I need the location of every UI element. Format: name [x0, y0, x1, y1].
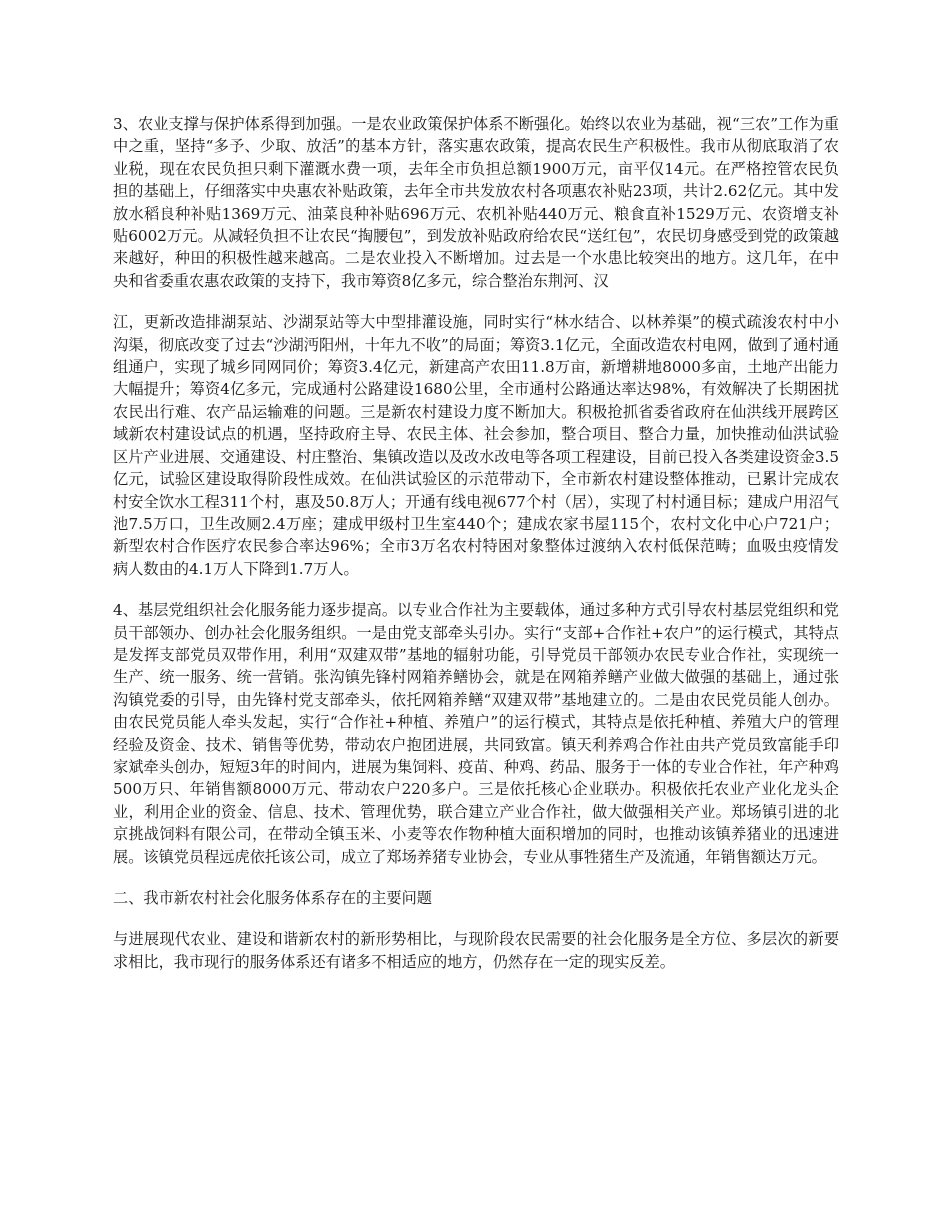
section-heading: 二、我市新农村社会化服务体系存在的主要问题 [113, 889, 432, 907]
paragraph-infrastructure-investment: 江，更新改造排湖泵站、沙湖泵站等大中型排灌设施，同时实行“林水结合、以林养渠”的模式疏浚农村中小沟渠，彻底改变了过去“沙湖沔阳州，十年九不收”的局面；筹资3.1亿元，全面改造农村电网，做到了通村通组通户，实现了城乡同网同价；筹资3.4亿元，新建高产农田11.8万亩，新增耕地8000多亩，土地产出能力大幅提升；筹资4亿多元，完成通村公路建设1680公里，全市通村公路通达率达98%，有效解决了长期困扰农民出行难、农产品运输难的问题。三是新农村建设力度不断加大。积极抢抓省委省政府在仙洪线开展跨区域新农村建设试点的机遇，坚持政府主导、农民主体、社会参加，整合项目、整合力量，加快推动仙洪试验区片产业进展、交通建设、村庄整治、集镇改造以及改水改电等各项工程建设，目前已投入各类建设资金3.5亿元，试验区建设取得阶段性成效。在仙洪试验区的示范带动下，全市新农村建设整体推动，已累计完成农村安全饮水工程311个村，惠及50.8万人；开通有线电视677个村（居），实现了村村通目标；建成户用沼气池7.5万口，卫生改厕2.4万座；建成甲级村卫生室440个；建成农家书屋115个，农村文化中心户721户；新型农村合作医疗农民参合率达96%；全市3万名农村特困对象整体过渡纳入农村低保范畴；血吸虫疫情发病人数由的4.1万人下降到1.7万人。 [113, 313, 839, 578]
document-page [113, 113, 839, 992]
paragraph-closing: 与进展现代农业、建设和谐新农村的新形势相比，与现阶段农民需要的社会化服务是全方位、多层次的新要求相比，我市现行的服务体系还有诸多不相适应的地方，仍然存在一定的现实反差。 [113, 930, 839, 971]
paragraph-agriculture-support: 3、农业支撑与保护体系得到加强。一是农业政策保护体系不断强化。始终以农业为基础，视“三农”工作为重中之重，坚持“多予、少取、放活”的基本方针，落实惠农政策，提高农民生产积极性。我市从彻底取消了农业税，现在农民负担只剩下灌溉水费一项，去年全市负担总额1900万元，亩平仅14元。在严格控管农民负担的基础上，仔细落实中央惠农补贴政策，去年全市共发放农村各项惠农补贴23项，共计2.62亿元。其中发放水稻良种补贴1369万元、油菜良种补贴696万元、农机补贴440万元、粮食直补1529万元、农资增支补贴6002万元。从减轻负担不让农民“掏腰包”，到发放补贴政府给农民“送红包”，农民切身感受到党的政策越来越好，种田的积极性越来越高。二是农业投入不断增加。过去是一个水患比较突出的地方。这几年，在中央和省委重农惠农政策的支持下，我市筹资8亿多元，综合整治东荆河、汉 [113, 115, 839, 290]
paragraph-party-organization-services: 4、基层党组织社会化服务能力逐步提高。以专业合作社为主要载体，通过多种方式引导农村基层党组织和党员干部领办、创办社会化服务组织。一是由党支部牵头引办。实行“支部+合作社+农户”的运行模式，其特点是发挥支部党员双带作用，利用“双建双带”基地的辐射功能，引导党员干部领办农民专业合作社，实现统一生产、统一服务、统一营销。张沟镇先锋村网箱养鳝协会，就是在网箱养鳝产业做大做强的基础上，通过张沟镇党委的引导，由先锋村党支部牵头，依托网箱养鳝“双建双带”基地建立的。二是由农民党员能人创办。由农民党员能人牵头发起，实行“合作社+种植、养殖户”的运行模式，其特点是依托种植、养殖大户的管理经验及资金、技术、销售等优势，带动农户抱团进展，共同致富。镇天利养鸡合作社由共产党员致富能手印家斌牵头创办，短短3年的时间内，进展为集饲料、疫苗、种鸡、药品、服务于一体的专业合作社，年产种鸡500万只、年销售额8000万元、带动农户220多户。三是依托核心企业联办。积极依托农业产业化龙头企业，利用企业的资金、信息、技术、管理优势，联合建立产业合作社，做大做强相关产业。郑场镇引进的北京挑战饲料有限公司，在带动全镇玉米、小麦等农作物种植大面积增加的同时，也推动该镇养猪业的迅速进展。该镇党员程远虎依托该公司，成立了郑场养猪专业协会，专业从事牲猪生产及流通，年销售额达万元。 [113, 601, 839, 866]
